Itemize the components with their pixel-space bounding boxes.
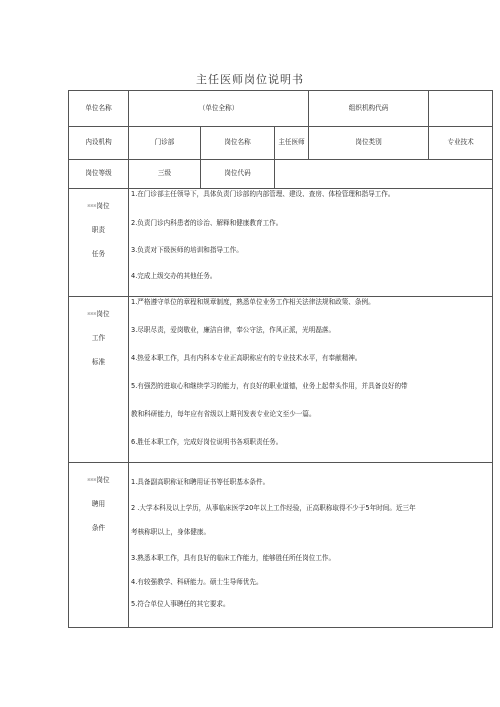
position-code-label: 岗位代码 bbox=[201, 160, 275, 189]
list-item: 2.负责门诊内科患者的诊治、解释和健康教育工作。 bbox=[131, 219, 283, 227]
document-title: 主任医师岗位说明书 bbox=[196, 73, 304, 86]
list-item: 4.有较强教学、科研能力。硕士生导师优先。 bbox=[131, 578, 263, 586]
list-item: 3.尽职尽责，爱岗敬业，廉洁自律，奉公守法，作风正派，光明磊落。 bbox=[131, 326, 336, 334]
standards-content bbox=[129, 297, 493, 463]
position-level-value: 三级 bbox=[129, 160, 201, 189]
header-row-unit bbox=[69, 91, 493, 127]
position-code-value bbox=[275, 160, 493, 189]
header-row-department bbox=[69, 127, 493, 160]
list-item: 1.严格遵守单位的章程和规章制度，熟悉单位业务工作相关法律法规和政策、条例。 bbox=[131, 298, 375, 306]
section-marker: ꕤꕤꕤ bbox=[87, 478, 97, 482]
duties-label: ꕤꕤꕤ岗位 职责 任务 bbox=[69, 189, 129, 297]
list-item: 3.熟悉本职工作，具有良好的临床工作能力，能够胜任所任岗位工作。 bbox=[131, 554, 336, 562]
org-code-value bbox=[429, 91, 493, 127]
unit-name-label: 单位名称 bbox=[69, 91, 129, 127]
list-item: 1.在门诊部主任领导下，具体负责门诊部的内部管理、建设、查房、体检管理和指导工作。 bbox=[131, 190, 395, 198]
list-item: 2 .大学本科及以上学历，从事临床医学20年以上工作经验，正高职称取得不少于5年时间。近三年 bbox=[131, 504, 416, 512]
list-item: 6.胜任本职工作，完成好岗位说明书各项职责任务。 bbox=[131, 438, 283, 446]
duties-content bbox=[129, 189, 493, 297]
department-label: 内设机构 bbox=[69, 127, 129, 160]
list-item: 考核称职以上，身体健康。 bbox=[131, 528, 211, 536]
duties-section bbox=[69, 189, 493, 297]
list-item: 教和科研能力，每年应有省级以上期刊发表专业论文至少一篇。 bbox=[131, 410, 316, 418]
position-category-label: 岗位类别 bbox=[309, 127, 429, 160]
position-name-label: 岗位名称 bbox=[201, 127, 275, 160]
header-row-level bbox=[69, 160, 493, 189]
unit-name-value: （单位全称） bbox=[129, 91, 309, 127]
job-description-table bbox=[68, 90, 492, 631]
position-name-value: 主任医师 bbox=[275, 127, 309, 160]
department-value: 门诊部 bbox=[129, 127, 201, 160]
requirements-content bbox=[129, 463, 493, 628]
list-item: 3.负责对下级医师的培训和指导工作。 bbox=[131, 246, 243, 254]
position-category-value: 专业技术 bbox=[429, 127, 493, 160]
list-item: 5.符合单位人事聘任的其它要求。 bbox=[131, 600, 230, 608]
requirements-section bbox=[69, 463, 493, 628]
list-item: 1.具备副高职称证和聘用证书等任职基本条件。 bbox=[131, 478, 270, 486]
list-item: 4.完成上级交办的其他任务。 bbox=[131, 272, 217, 280]
requirements-label: ꕤꕤꕤ岗位 聘用 条件 bbox=[69, 463, 129, 628]
list-item: 5.有强烈的进取心和继续学习的能力，有良好的职业道德，业务上起带头作用，并具备良好的带 bbox=[131, 382, 408, 390]
section-marker: ꕤꕤꕤ bbox=[87, 312, 97, 316]
standards-label: ꕤꕤꕤ岗位 工作 标准 bbox=[69, 297, 129, 463]
list-item: 4.热爱本职工作，具有内科本专业正高职称应有的专业技术水平，有奉献精神。 bbox=[131, 354, 362, 362]
standards-section bbox=[69, 297, 493, 463]
org-code-label: 组织机构代码 bbox=[309, 91, 429, 127]
section-marker: ꕤꕤꕤ bbox=[87, 204, 97, 208]
position-level-label: 岗位等级 bbox=[69, 160, 129, 189]
